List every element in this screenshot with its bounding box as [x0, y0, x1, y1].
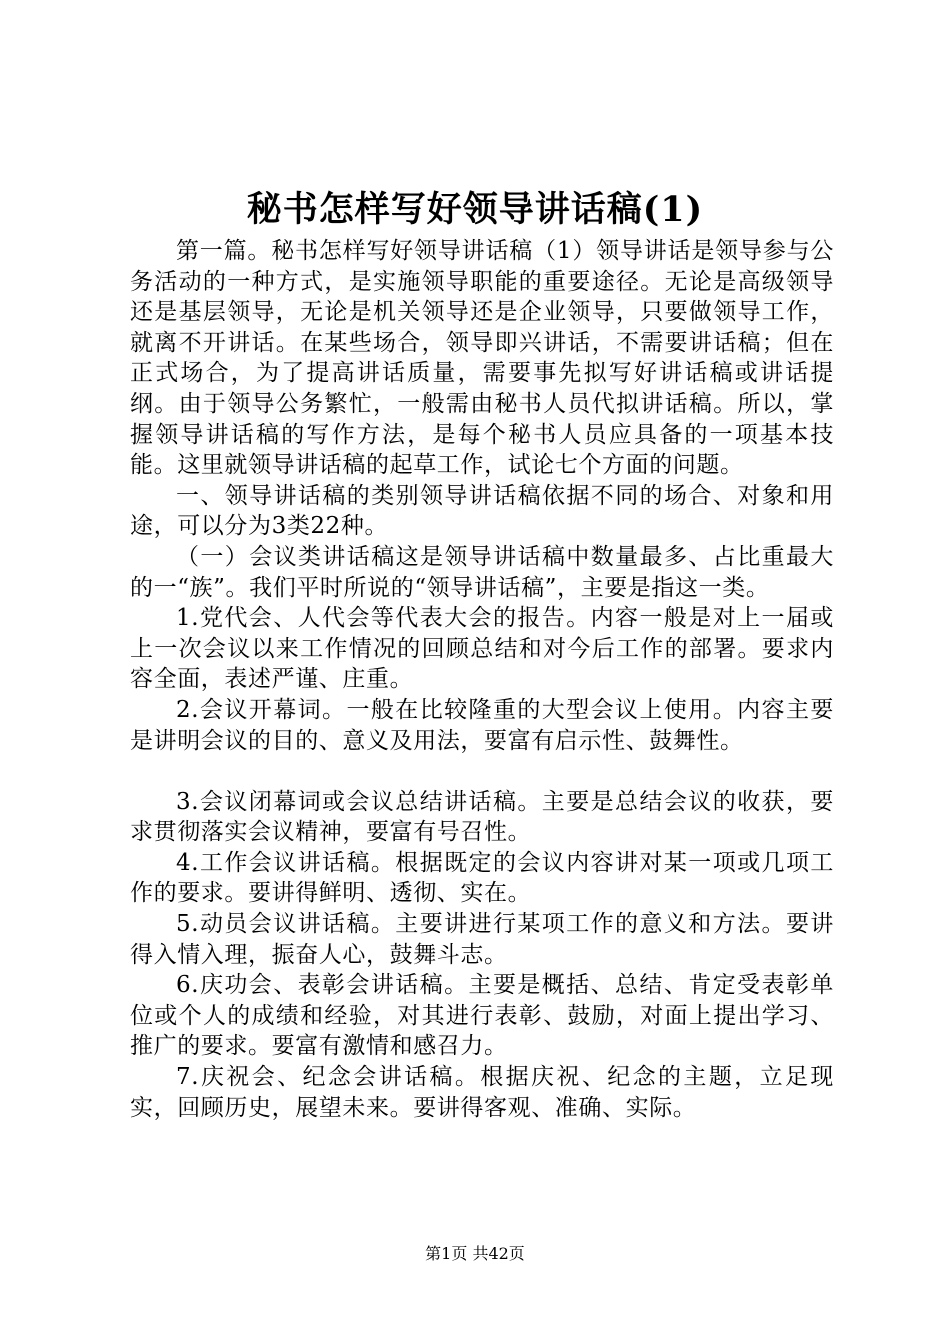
- document-body: [130, 236, 834, 1123]
- paragraph-intro: 第一篇。秘书怎样写好领导讲话稿（1）领导讲话是领导参与公务活动的一种方式，是实施领导职能的重要途径。无论是高级领导还是基层领导，无论是机关领导还是企业领导，只要做领导工作，就离不开讲话。在某些场合，领导即兴讲话，不需要讲话稿；但在正式场合，为了提高讲话质量，需要事先拟写好讲话稿或讲话提纲。由于领导公务繁忙，一般需由秘书人员代拟讲话稿。所以，掌握领导讲话稿的写作方法，是每个秘书人员应具备的一项基本技能。这里就领导讲话稿的起草工作，试论七个方面的问题。: [130, 238, 834, 479]
- page-footer: 第1页 共42页: [425, 1244, 525, 1263]
- paragraph-item-6: 6.庆功会、表彰会讲话稿。主要是概括、总结、肯定受表彰单位或个人的成绩和经验，对其进行表彰、鼓励，对面上提出学习、推广的要求。要富有激情和感召力。: [130, 972, 834, 1060]
- paragraph-category-heading: 一、领导讲话稿的类别领导讲话稿依据不同的场合、对象和用途，可以分为3类22种。: [130, 482, 834, 540]
- document-title: 秘书怎样写好领导讲话稿(1): [246, 189, 704, 230]
- paragraph-item-4: 4.工作会议讲话稿。根据既定的会议内容讲对某一项或几项工作的要求。要讲得鲜明、透彻、实在。: [130, 849, 834, 907]
- paragraph-meeting-type: （一）会议类讲话稿这是领导讲话稿中数量最多、占比重最大的一“族”。我们平时所说的“领导讲话稿”，主要是指这一类。: [130, 543, 834, 601]
- paragraph-item-5: 5.动员会议讲话稿。主要讲进行某项工作的意义和方法。要讲得入情入理，振奋人心，鼓舞斗志。: [130, 911, 834, 968]
- paragraph-item-3: 3.会议闭幕词或会议总结讲话稿。主要是总结会议的收获，要求贯彻落实会议精神，要富有号召性。: [130, 788, 834, 846]
- paragraph-item-1: 1.党代会、人代会等代表大会的报告。内容一般是对上一届或上一次会议以来工作情况的回顾总结和对今后工作的部署。要求内容全面，表述严谨、庄重。: [130, 605, 834, 693]
- paragraph-item-7: 7.庆祝会、纪念会讲话稿。根据庆祝、纪念的主题，立足现实，回顾历史，展望未来。要讲得客观、准确、实际。: [130, 1064, 834, 1121]
- paragraph-item-2: 2.会议开幕词。一般在比较隆重的大型会议上使用。内容主要是讲明会议的目的、意义及用法，要富有启示性、鼓舞性。: [130, 696, 834, 754]
